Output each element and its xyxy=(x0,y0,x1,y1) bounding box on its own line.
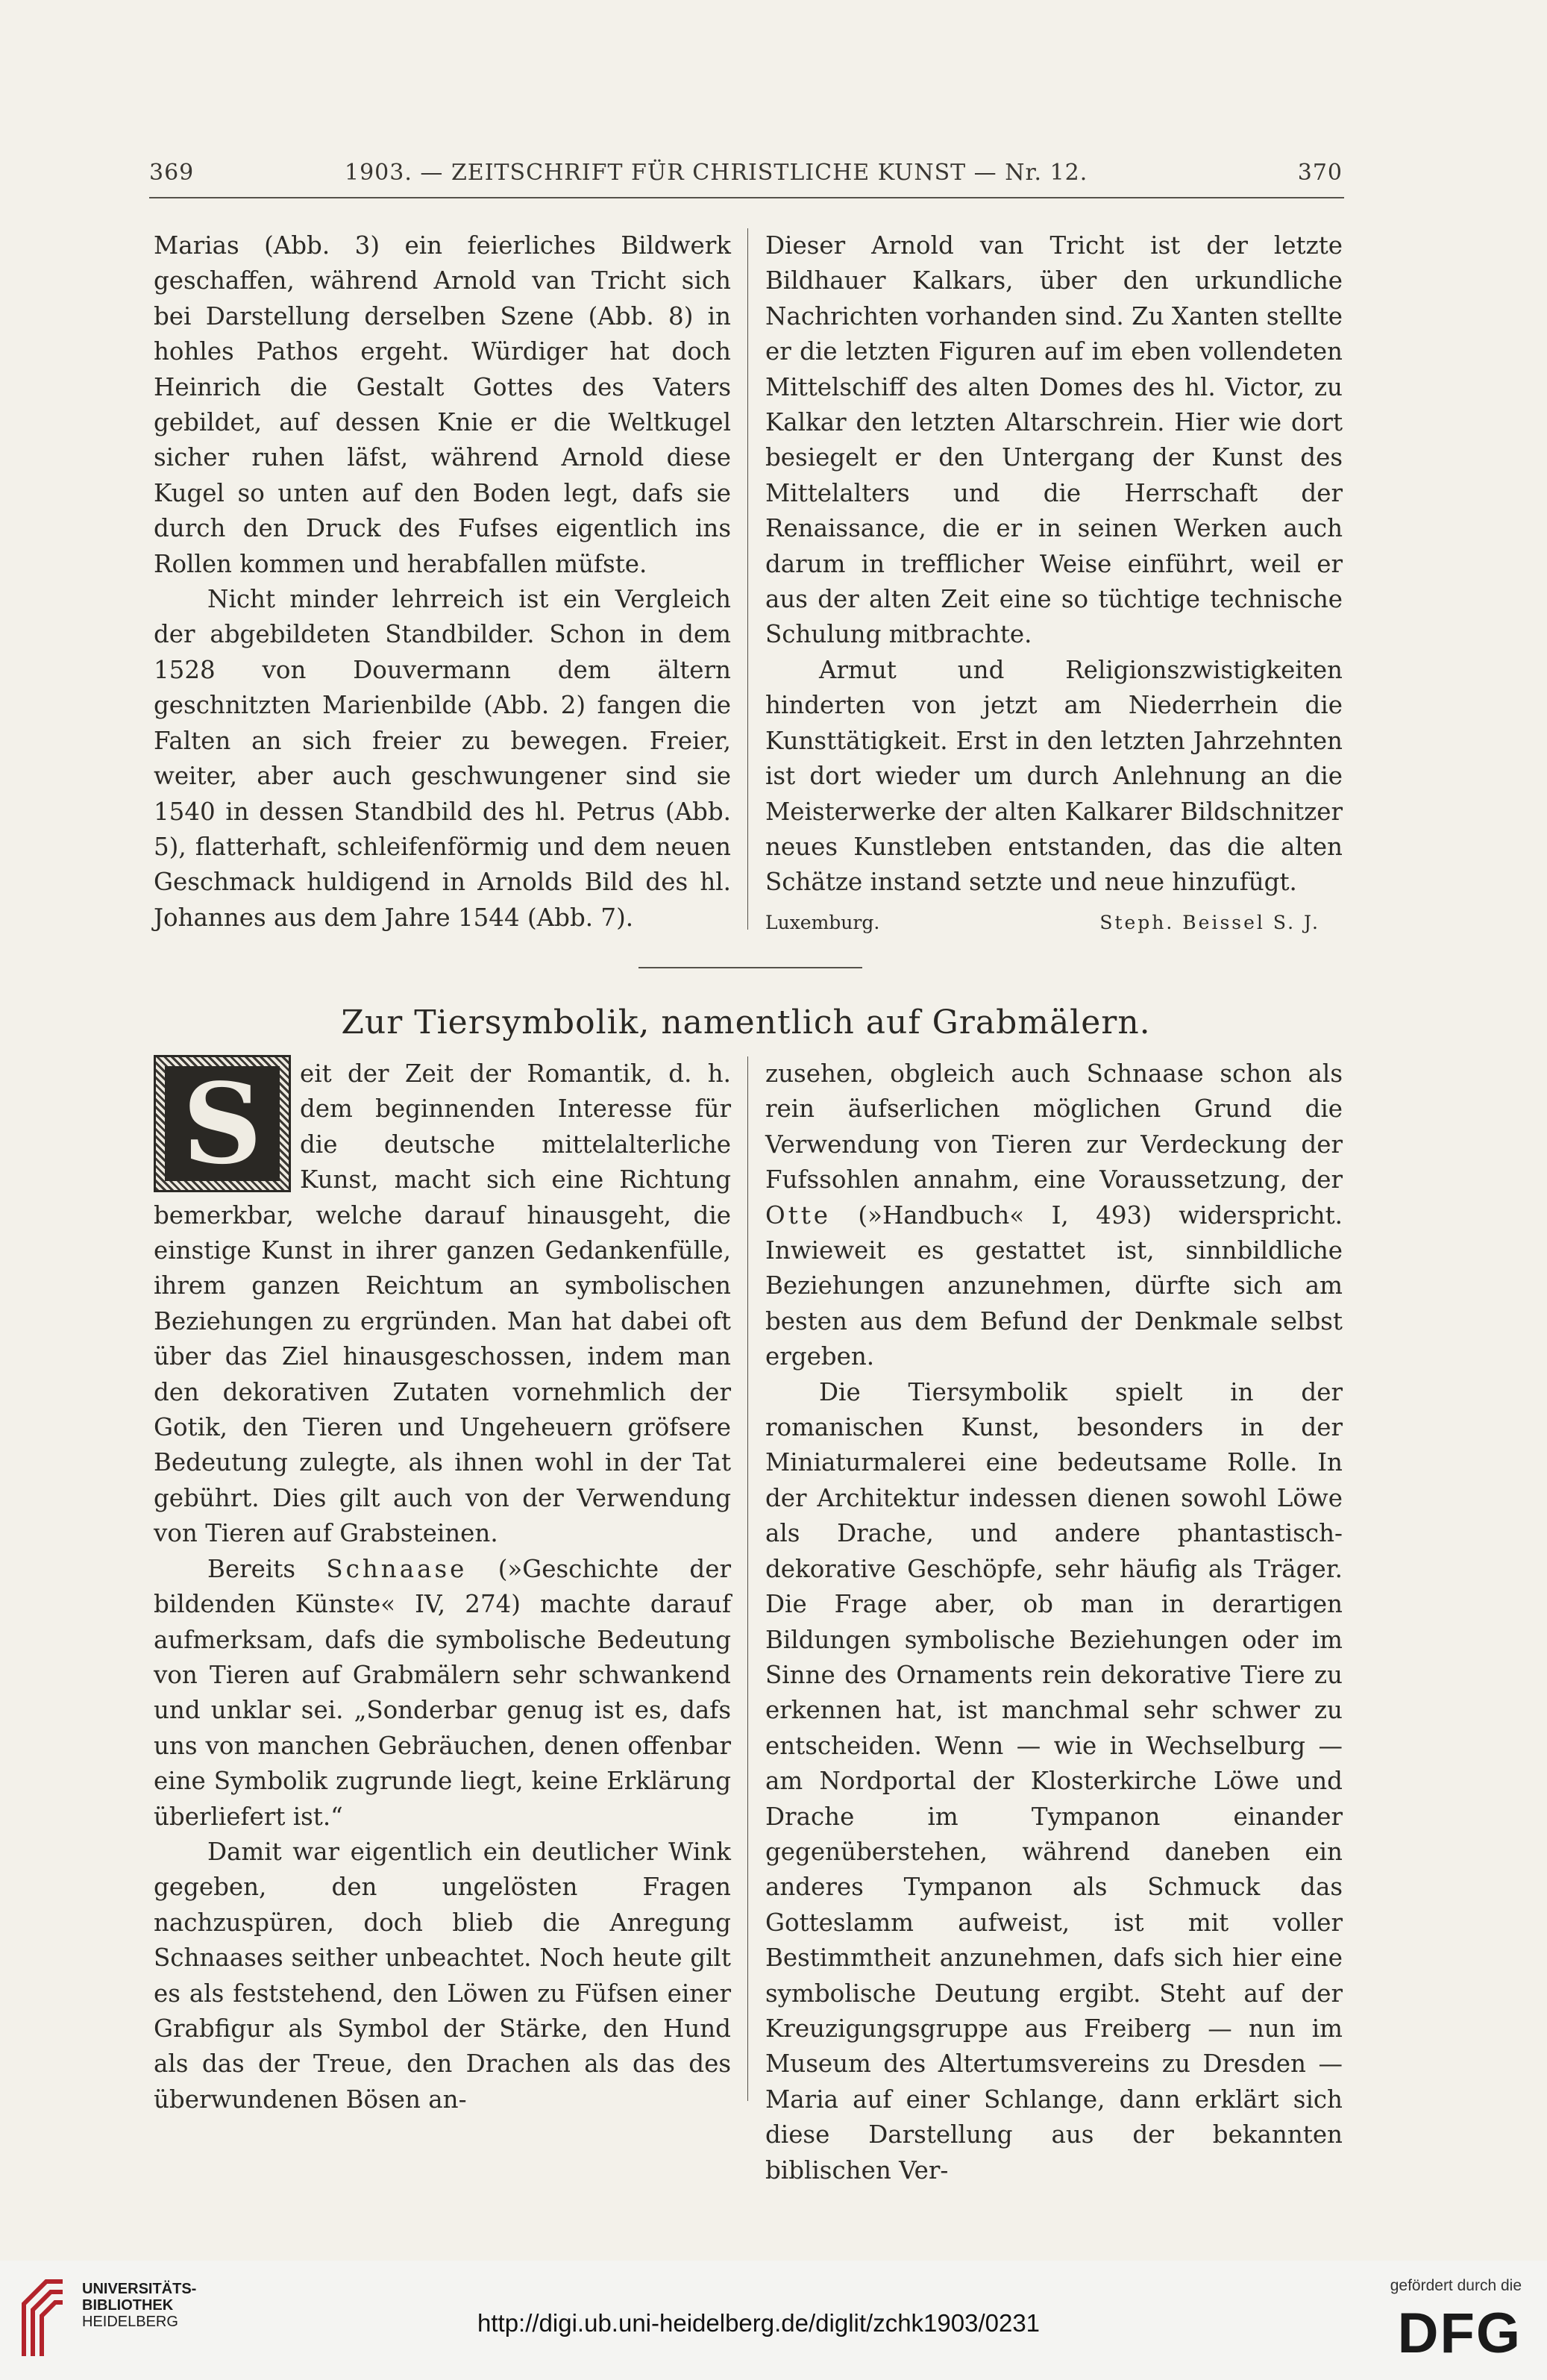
paragraph: eit der Zeit der Romantik, d. h. dem beginnenden Interesse für die deutsche mittelalterliche Kunst, macht sich eine Richtung bemerkbar, welche darauf hinausgeht, die einstige Kunst in ihrer ganzen Gedankenfülle, ihrem ganzen Reichtum an symbolischen Beziehungen zu ergründen. Man hat dabei oft über das Ziel hinausgeschossen, indem man den dekorativen Zutaten vornehmlich der Gotik, den Tieren und Ungeheuern gröfsere Bedeutung zulegte, als ihnen wohl in der Tat gebührt. Dies gilt auch von der Verwendung von Tieren auf Grabsteinen. xyxy=(154,1059,731,1548)
journal-title: 1903. — ZEITSCHRIFT FÜR CHRISTLICHE KUNST — Nr. 12. xyxy=(345,160,1088,186)
author-reference: Otte xyxy=(765,1200,831,1230)
paragraph: Damit war eigentlich ein deutlicher Wink gegeben, den ungelösten Fragen nachzuspüren, doch blieb die Anregung Schnaases seither unbeachtet. Noch heute gilt es als feststehend, den Löwen zu Füfsen einer Grabfigur als Symbol der Stärke, den Hund als das der Treue, den Drachen als das des überwundenen Bösen an- xyxy=(154,1837,731,2114)
drop-cap-letter: S xyxy=(182,1059,263,1189)
paragraph: Marias (Abb. 3) ein feierliches Bildwerk geschaffen, während Arnold van Tricht sich bei Darstellung derselben Szene (Abb. 8) in hohles Pathos ergeht. Würdiger hat doch Heinrich die Gestalt Gottes des Vaters gebildet, auf dessen Knie er die Weltkugel sicher ruhen läfst, während Arnold diese Kugel so unten auf den Boden legt, dafs sie durch den Druck des Fufses eigentlich ins Rollen kommen und herabfallen müfste. xyxy=(154,231,731,578)
paragraph: Dieser Arnold van Tricht ist der letzte Bildhauer Kalkars, über den urkundliche Nachrichten vorhanden sind. Zu Xanten stellte er die letzten Figuren auf im eben vollendeten Mittelschiff des alten Domes des hl. Victor, zu Kalkar den letzten Altarschrein. Hier wie dort besiegelt er den Untergang der Kunst des Mittelalters und die Herrschaft der Renaissance, die er in seinen Werken auch darum in trefflicher Weise einführt, weil er aus der alten Zeit eine so tüchtige technische Schulung mitbrachte. xyxy=(765,231,1343,649)
permalink[interactable]: http://digi.ub.uni-heidelberg.de/diglit/zchk1903/0231 xyxy=(477,2309,1041,2337)
column-divider xyxy=(747,228,748,930)
article-right-column xyxy=(765,1056,1343,2188)
dfg-logo: DFG xyxy=(1397,2302,1522,2365)
page-number-left: 369 xyxy=(149,160,195,186)
article-title: Zur Tiersymbolik, namentlich auf Grabmälern. xyxy=(341,1003,1151,1042)
top-right-column xyxy=(765,228,1343,940)
article-left-column xyxy=(154,1056,731,2117)
top-left-column xyxy=(154,228,731,936)
page-number-right: 370 xyxy=(1297,160,1343,186)
paragraph: Nicht minder lehrreich ist ein Vergleich der abgebildeten Standbilder. Schon in dem 1528 von Douvermann dem ältern geschnitzten Marienbilde (Abb. 2) fangen die Falten an sich freier zu bewegen. Freier, weiter, aber auch geschwungener sind sie 1540 in dessen Standbild des hl. Petrus (Abb. 5), flatterhaft, schleifenförmig und dem neuen Geschmack huldigend in Arnolds Bild des hl. Johannes aus dem Jahre 1544 (Abb. 7). xyxy=(154,585,731,932)
funding-caption: gefördert durch die xyxy=(1390,2277,1522,2294)
paragraph: zusehen, obgleich auch Schnaase schon als rein äufserlichen möglichen Grund die Verwendung von Tieren zur Verdeckung der Fufssohlen annahm, eine Voraussetzung, der Otte (»Handbuch« I, 493) widerspricht. Inwieweit es gestattet ist, sinnbildliche Beziehungen anzunehmen, dürfte sich am besten aus dem Befund der Denkmale selbst ergeben. xyxy=(765,1059,1343,1371)
library-logo-icon xyxy=(16,2274,69,2364)
paragraph: Armut und Religionszwistigkeiten hinderten von jetzt am Niederrhein die Kunsttätigkeit. Erst in den letzten Jahrzehnten ist dort wieder um durch Anlehnung an die Meisterwerke der alten Kalkarer Bildschnitzer neues Kunstleben entstanden, das die alten Schätze instand setzte und neue hinzufügt. xyxy=(765,655,1343,897)
paragraph: Bereits Schnaase (»Geschichte der bildenden Künste« IV, 274) machte darauf aufmerksam, dafs die symbolische Bedeutung von Tieren auf Grabmälern sehr schwankend und unklar sei. „Sonderbar genug ist es, dafs uns von manchen Gebräuchen, denen offenbar eine Symbolik zugrunde liegt, keine Erklärung überliefert ist.“ xyxy=(154,1554,731,1831)
section-rule xyxy=(638,967,862,968)
header-rule xyxy=(149,197,1344,198)
paragraph: Die Tiersymbolik spielt in der romanischen Kunst, besonders in der Miniaturmalerei eine bedeutsame Rolle. In der Architektur indessen dienen sowohl Löwe als Drache, und andere phantastisch-dekorative Geschöpfe, sehr häufig als Träger. Die Frage aber, ob man in derartigen Bildungen symbolische Beziehungen oder im Sinne des Ornaments rein dekorative Tiere zu erkennen hat, ist manchmal sehr schwer zu entscheiden. Wenn — wie in Wechselburg — am Nordportal der Klosterkirche Löwe und Drache im Tympanon einander gegenüberstehen, während daneben ein anderes Tympanon als Schmuck das Gotteslamm aufweist, ist mit voller Bestimmtheit anzunehmen, dafs sich hier eine symbolische Deutung ergibt. Steht auf der Kreuzigungsgruppe aus Freiberg — nun im Museum des Altertumsvereins zu Dresden — Maria auf einer Schlange, dann erklärt sich diese Darstellung aus der bekannten biblischen Ver- xyxy=(765,1377,1343,2185)
place: Luxemburg. xyxy=(765,911,880,933)
running-head xyxy=(149,160,1343,192)
author-reference: Schnaase xyxy=(326,1554,468,1583)
author: Steph. Beissel S. J. xyxy=(1099,911,1320,933)
library-name: UNIVERSITÄTS- BIBLIOTHEK HEIDELBERG xyxy=(82,2281,197,2330)
signature-line xyxy=(765,905,1343,940)
column-divider xyxy=(747,1056,748,2101)
